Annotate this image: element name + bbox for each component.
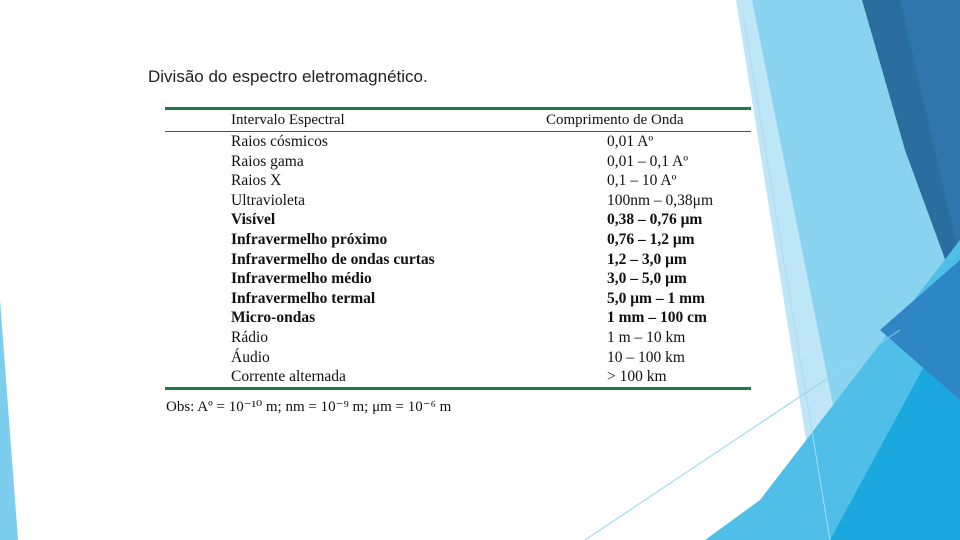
table-row [0,329,760,349]
interval-cell: Áudio [231,348,270,366]
wavelength-cell: 1 m – 10 km [607,329,686,346]
table-row [0,290,760,310]
table-row [0,211,760,231]
wavelength-cell: 1,2 – 3,0 μm [607,250,687,268]
interval-cell: Corrente alternada [231,368,346,386]
interval-cell: Raios gama [231,152,304,170]
interval-cell: Raios X [231,172,282,190]
wavelength-cell: 0,1 – 10 Aº [607,172,677,190]
figure-title: Divisão do espectro eletromagnético. [148,67,428,86]
wavelength-cell: > 100 km [607,368,667,386]
wavelength-cell: 5,0 μm – 1 mm [607,289,705,307]
wavelength-cell: 0,38 – 0,76 μm [607,211,703,229]
table-row [0,133,760,153]
wavelength-cell: 10 – 100 km [607,348,685,366]
interval-cell: Infravermelho próximo [231,231,388,248]
table-row [0,270,760,290]
interval-cell: Rádio [231,329,269,346]
interval-cell: Ultravioleta [231,191,306,209]
wavelength-cell: 0,01 – 0,1 Aº [607,152,689,170]
table-bottom-rule [165,387,751,390]
units-note: Obs: Aº = 10⁻¹⁰ m; nm = 10⁻⁹ m; μm = 10⁻⁶ m [166,399,452,415]
wavelength-cell: 0,76 – 1,2 μm [607,231,695,248]
table-row [0,349,760,369]
table-row [0,309,760,329]
interval-cell: Infravermelho termal [231,289,376,307]
table-row [0,192,760,212]
header-interval: Intervalo Espectral [231,112,345,128]
table-header-rule [165,131,751,132]
interval-cell: Infravermelho de ondas curtas [231,250,435,268]
wavelength-cell: 3,0 – 5,0 μm [607,270,687,288]
table-row [0,153,760,173]
wavelength-cell: 0,01 Aº [607,133,654,150]
header-wavelength: Comprimento de Onda [546,112,684,128]
table-top-rule [165,107,751,110]
interval-cell: Raios cósmicos [231,133,328,150]
table-row [0,251,760,271]
wavelength-cell: 1 mm – 100 cm [607,309,707,327]
interval-cell: Infravermelho médio [231,270,372,288]
interval-cell: Micro-ondas [231,309,316,327]
table-row [0,368,760,388]
interval-cell: Visível [231,211,276,229]
table-row [0,172,760,192]
wavelength-cell: 100nm – 0,38μm [607,191,714,209]
table-row [0,231,760,251]
